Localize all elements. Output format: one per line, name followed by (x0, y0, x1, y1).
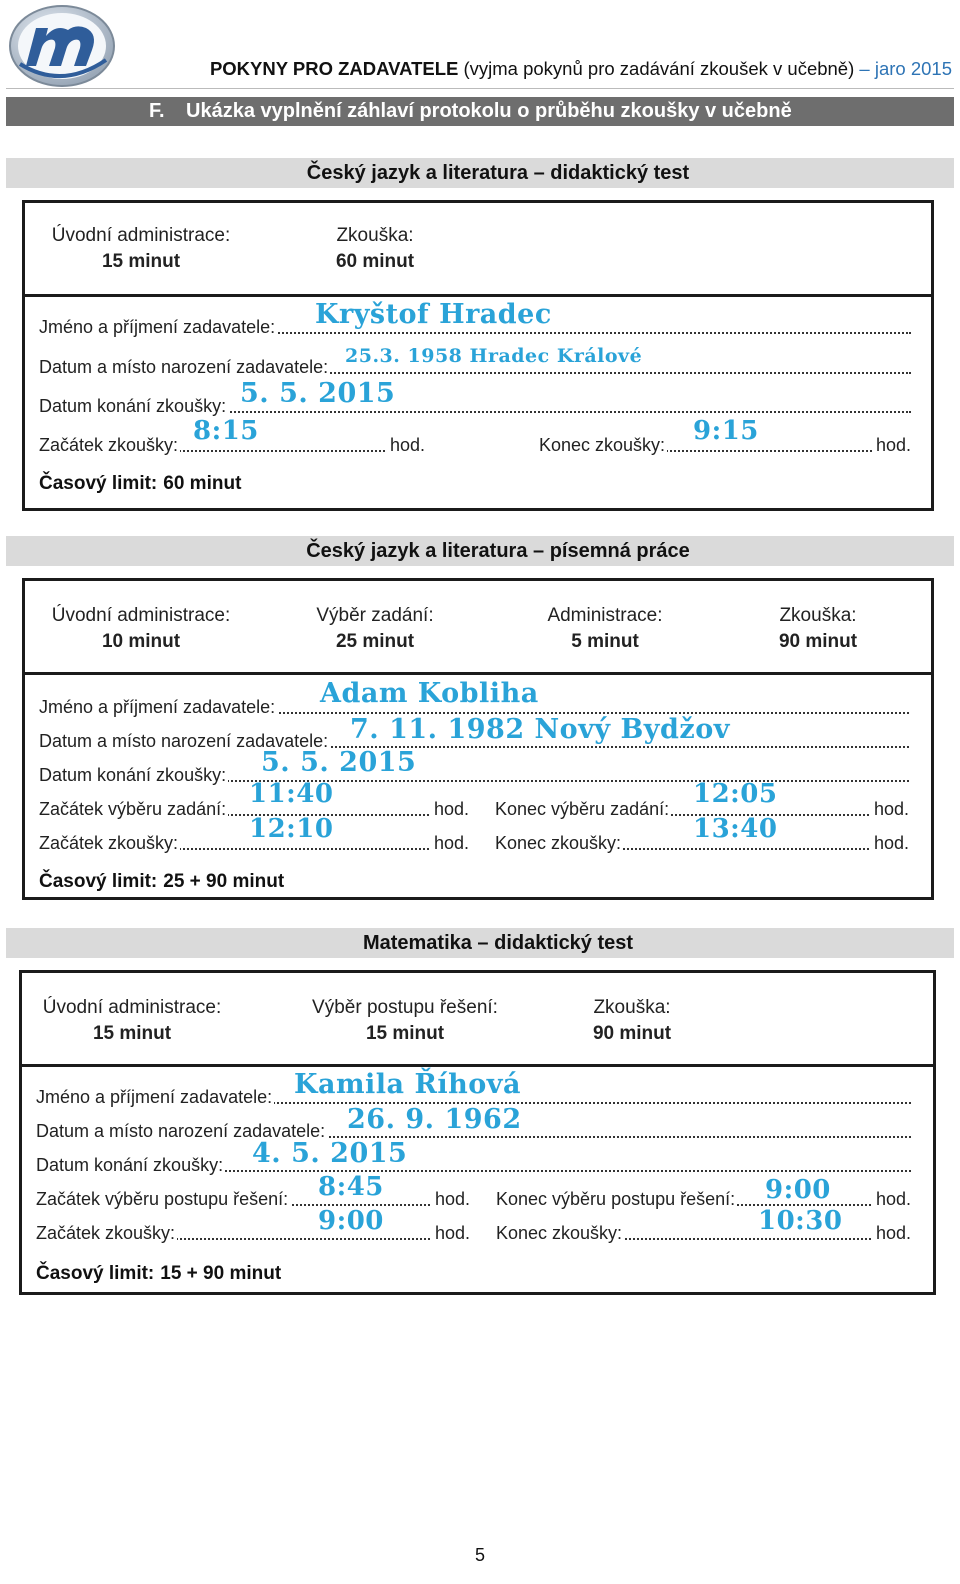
phase: Úvodní administrace: 15 minut (42, 997, 222, 1044)
handwritten-value: 4. 5. 2015 (252, 1138, 408, 1169)
phase-times (25, 581, 931, 675)
form-row: Začátek výběru postupu řešení: hod. (36, 1189, 470, 1209)
handwritten-value: 8:45 (318, 1172, 384, 1202)
subject-heading: Matematika – didaktický test (6, 928, 954, 958)
time-limit: Časový limit: 60 minut (39, 473, 242, 494)
form-row: Začátek zkoušky: hod. (39, 833, 469, 853)
form-row: Jméno a příjmení zadavatele: (36, 1084, 911, 1108)
phase: Zkouška: 90 minut (592, 997, 672, 1044)
section-heading (6, 97, 954, 126)
phase: Administrace: 5 minut (547, 605, 663, 652)
handwritten-value: 12:05 (693, 779, 778, 809)
form-row: Datum konání zkoušky: (36, 1152, 911, 1176)
form-row: Datum a místo narození zadavatele: (39, 728, 909, 752)
handwritten-value: Kryštof Hradec (315, 299, 552, 330)
subject-heading: Český jazyk a literatura – didaktický test (6, 158, 954, 188)
phase: Úvodní administrace: 15 minut (51, 225, 231, 272)
form-row: Datum konání zkoušky: (39, 762, 909, 786)
form-row: Konec zkoušky: hod. (495, 833, 909, 853)
handwritten-value: 26. 9. 1962 (347, 1104, 522, 1135)
form-row: Konec výběru zadání: hod. (495, 799, 909, 819)
form-row: Začátek výběru zadání: hod. (39, 799, 469, 819)
protocol-form (22, 200, 934, 511)
form-row: Konec zkoušky: hod. (539, 435, 911, 455)
protocol-form (22, 578, 934, 900)
protocol-form (19, 970, 936, 1295)
handwritten-value: 25.3. 1958 Hradec Králové (345, 345, 643, 367)
phase: Zkouška: 60 minut (335, 225, 415, 272)
handwritten-value: 9:15 (693, 416, 759, 446)
handwritten-value: 13:40 (693, 814, 778, 844)
form-row: Datum a místo narození zadavatele: (39, 354, 911, 378)
header-divider (6, 88, 954, 89)
phase-times (22, 973, 933, 1067)
form-row: Jméno a příjmení zadavatele: (39, 694, 909, 718)
handwritten-value: 9:00 (765, 1175, 831, 1205)
document-header-title: POKYNY PRO ZADAVATELE (vyjma pokynů pro zadávání zkoušek v učebně) – jaro 2015 (209, 58, 952, 79)
handwritten-value: 7. 11. 1982 Nový Bydžov (350, 714, 730, 745)
form-row: Datum a místo narození zadavatele: (36, 1118, 911, 1142)
handwritten-value: Adam Kobliha (320, 678, 539, 709)
handwritten-value: 8:15 (193, 416, 259, 446)
phase: Výběr zadání: 25 minut (316, 605, 434, 652)
phase: Zkouška: 90 minut (778, 605, 858, 652)
form-row: Začátek zkoušky: hod. (36, 1223, 470, 1243)
page-number: 5 (474, 1545, 485, 1565)
phase-times (25, 203, 931, 297)
section-title: Ukázka vyplnění záhlaví protokolu o průběhu zkoušky v učebně (186, 100, 792, 122)
time-limit: Časový limit: 25 + 90 minut (39, 871, 285, 892)
handwritten-value: Kamila Říhová (294, 1069, 521, 1100)
form-row: Jméno a příjmení zadavatele: (39, 314, 911, 338)
handwritten-value: 11:40 (249, 779, 334, 809)
handwritten-value: 5. 5. 2015 (240, 378, 396, 409)
subject-heading: Český jazyk a literatura – písemná práce (6, 536, 954, 566)
phase: Úvodní administrace: 10 minut (51, 605, 231, 652)
maturita-logo-icon (6, 4, 116, 90)
time-limit: Časový limit: 15 + 90 minut (36, 1263, 282, 1284)
handwritten-value: 5. 5. 2015 (261, 747, 417, 778)
form-row: Konec zkoušky: hod. (496, 1223, 911, 1243)
phase: Výběr postupu řešení: 15 minut (312, 997, 498, 1044)
form-row: Začátek zkoušky: hod. (39, 435, 425, 455)
form-row: Datum konání zkoušky: (39, 393, 911, 417)
handwritten-value: 10:30 (758, 1206, 843, 1236)
section-letter: F. (149, 100, 165, 122)
form-row: Konec výběru postupu řešení: hod. (496, 1189, 911, 1209)
handwritten-value: 9:00 (318, 1206, 384, 1236)
handwritten-value: 12:10 (249, 814, 334, 844)
